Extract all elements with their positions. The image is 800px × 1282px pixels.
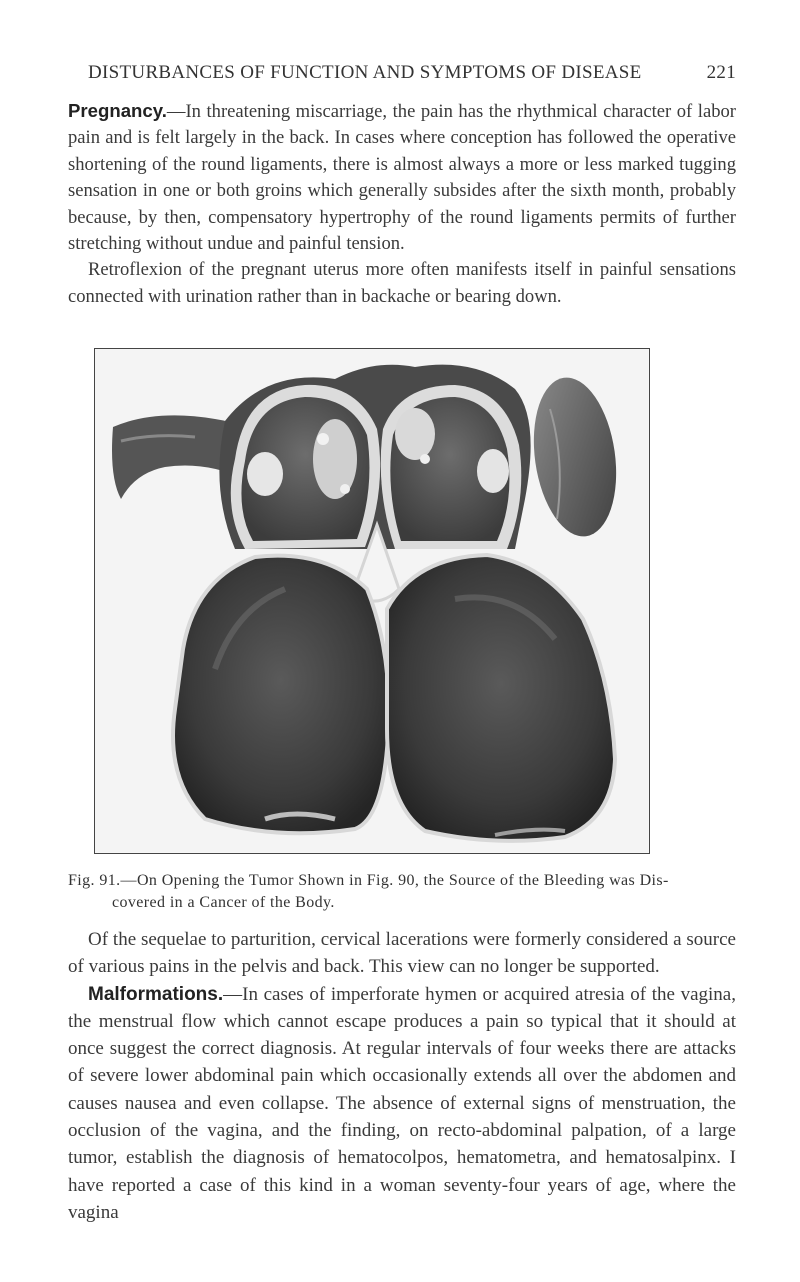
lead-malformations: Malformations. (88, 983, 224, 1005)
figure-specimen-photo (94, 348, 650, 854)
specimen-illustration (95, 349, 648, 852)
caption-line-2: covered in a Cancer of the Body. (112, 894, 335, 911)
page-number: 221 (706, 62, 736, 83)
left-lower-lobe (173, 556, 389, 834)
paragraph-sequelae: Of the sequelae to parturition, cervical lacerations were formerly considered a source of various pains in the pelvis and back. This view can no longer be supported. (68, 929, 736, 978)
pregnancy-text: —In threatening miscarriage, the pain has the rhythmical character of labor pain and is felt largely in the back. In cases where conception has followed the operative shortening of the round ligaments, there is almost always a more or less marked tugging sensation in one or both groins which generally subsides after the sixth month, probably because, by then, compensatory hypertrophy of the round ligaments permits of further stretching without undue and painful tension. (68, 101, 736, 255)
lead-pregnancy: Pregnancy. (68, 100, 167, 121)
running-header (88, 62, 736, 84)
caption-line-1: Fig. 91.—On Opening the Tumor Shown in Fig. 90, the Source of the Bleeding was Dis- (68, 872, 669, 889)
paragraph-malformations (68, 981, 736, 1227)
malformations-text: —In cases of imperforate hymen or acquired atresia of the vagina, the menstrual flow which cannot escape produces a pain so typical that it should at once suggest the correct diagnosis. At regular intervals of four weeks there are attacks of severe lower abdominal pain which occasionally extends all over the abdomen and causes nausea and even collapse. The absence of external signs of menstruation, the occlusion of the vagina, and the finding, on recto-abdominal palpation, of a large tumor, establish the diagnosis of hematocolpos, hematometra, and hematosalpinx. I have reported a case of this kind in a woman seventy-four years of age, where the vagina (68, 983, 736, 1223)
bottom-text-block (68, 926, 736, 1226)
paragraph-retroflexion: Retroflexion of the pregnant uterus more often manifests itself in painful sensations connected with urination rather than in backache or bearing down. (68, 259, 736, 307)
figure-caption (68, 870, 736, 914)
paragraph-pregnancy (68, 98, 736, 257)
top-text-block (68, 98, 736, 310)
running-title: DISTURBANCES OF FUNCTION AND SYMPTOMS OF DISEASE (88, 62, 642, 83)
